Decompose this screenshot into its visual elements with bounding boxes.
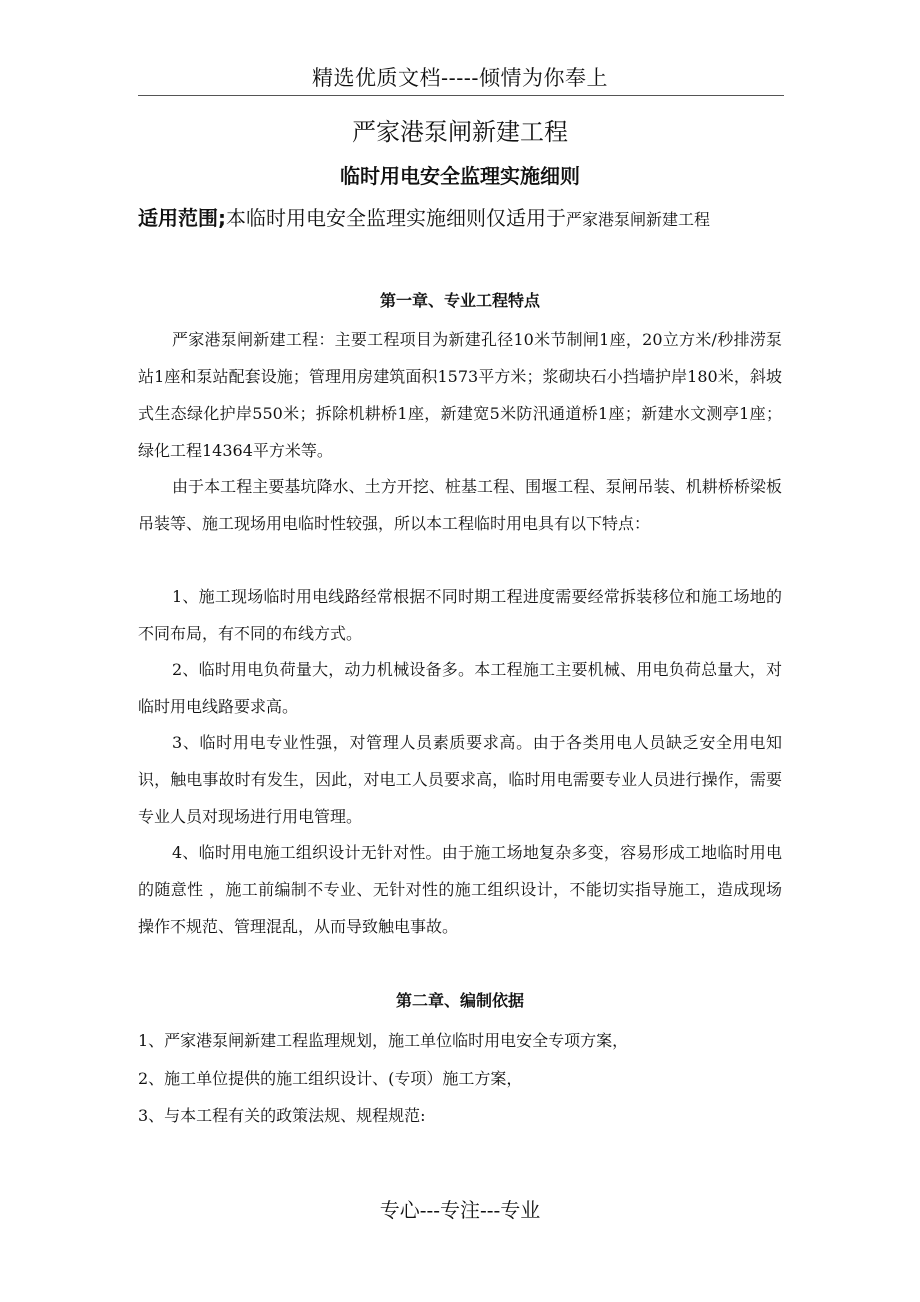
chapter-1-title: 第一章、专业工程特点: [379, 291, 540, 310]
basis-list-item: 3、与本工程有关的政策法规、规程规范:: [138, 1106, 426, 1125]
chapter-2-title: 第二章、编制依据: [395, 991, 524, 1010]
chapter-1-paragraph: 严家港泵闸新建工程：主要工程项目为新建孔径10米节制闸1座，20立方米/秒排涝泵站1座和泵站配套设施；管理用房建筑面积1573平方米；浆砌块石小挡墙护岸180米，斜坡式生态绿化护岸550米；拆除机耕桥1座，新建宽5米防汛通道桥1座；新建水文测亭1座；绿化工程14364平方米等。: [138, 330, 782, 460]
basis-list-item: 2、施工单位提供的施工组织设计、(专项）施工方案，: [138, 1069, 523, 1088]
header-divider: [138, 95, 784, 96]
scope-label: 适用范围;: [138, 206, 226, 230]
page-footer: 专心---专注---专业: [379, 1198, 541, 1222]
document-title: 严家港泵闸新建工程: [352, 118, 568, 146]
scope-statement: [138, 202, 798, 231]
chapter-1-paragraph: 由于本工程主要基坑降水、土方开挖、桩基工程、围堰工程、泵闸吊装、机耕桥桥梁板吊装等、施工现场用电临时性较强，所以本工程临时用电具有以下特点：: [138, 477, 782, 533]
chapter-1-paragraph: 2、临时用电负荷量大，动力机械设备多。本工程施工主要机械、用电负荷总量大，对临时用电线路要求高。: [138, 660, 782, 716]
document-subtitle: 临时用电安全监理实施细则: [340, 164, 580, 188]
page-header: 精选优质文档-----倾情为你奉上: [312, 66, 608, 90]
chapter-1-paragraph: 3、临时用电专业性强，对管理人员素质要求高。由于各类用电人员缺乏安全用电知识，触电事故时有发生，因此，对电工人员要求高，临时用电需要专业人员进行操作，需要专业人员对现场进行用电管理。: [138, 733, 782, 826]
scope-body: 本临时用电安全监理实施细则仅适用于: [226, 206, 566, 230]
scope-project-name: 严家港泵闸新建工程: [566, 210, 711, 229]
chapter-1-paragraph: 4、临时用电施工组织设计无针对性。由于施工场地复杂多变，容易形成工地临时用电的随意性 ，施工前编制不专业、无针对性的施工组织设计，不能切实指导施工，造成现场操作不规范、管理混乱，从而导致触电事故。: [138, 843, 782, 936]
chapter-1-paragraph: 1、施工现场临时用电线路经常根据不同时期工程进度需要经常拆装移位和施工场地的不同布局，有不同的布线方式。: [138, 587, 782, 643]
basis-list-item: 1、严家港泵闸新建工程监理规划，施工单位临时用电安全专项方案，: [138, 1031, 629, 1050]
